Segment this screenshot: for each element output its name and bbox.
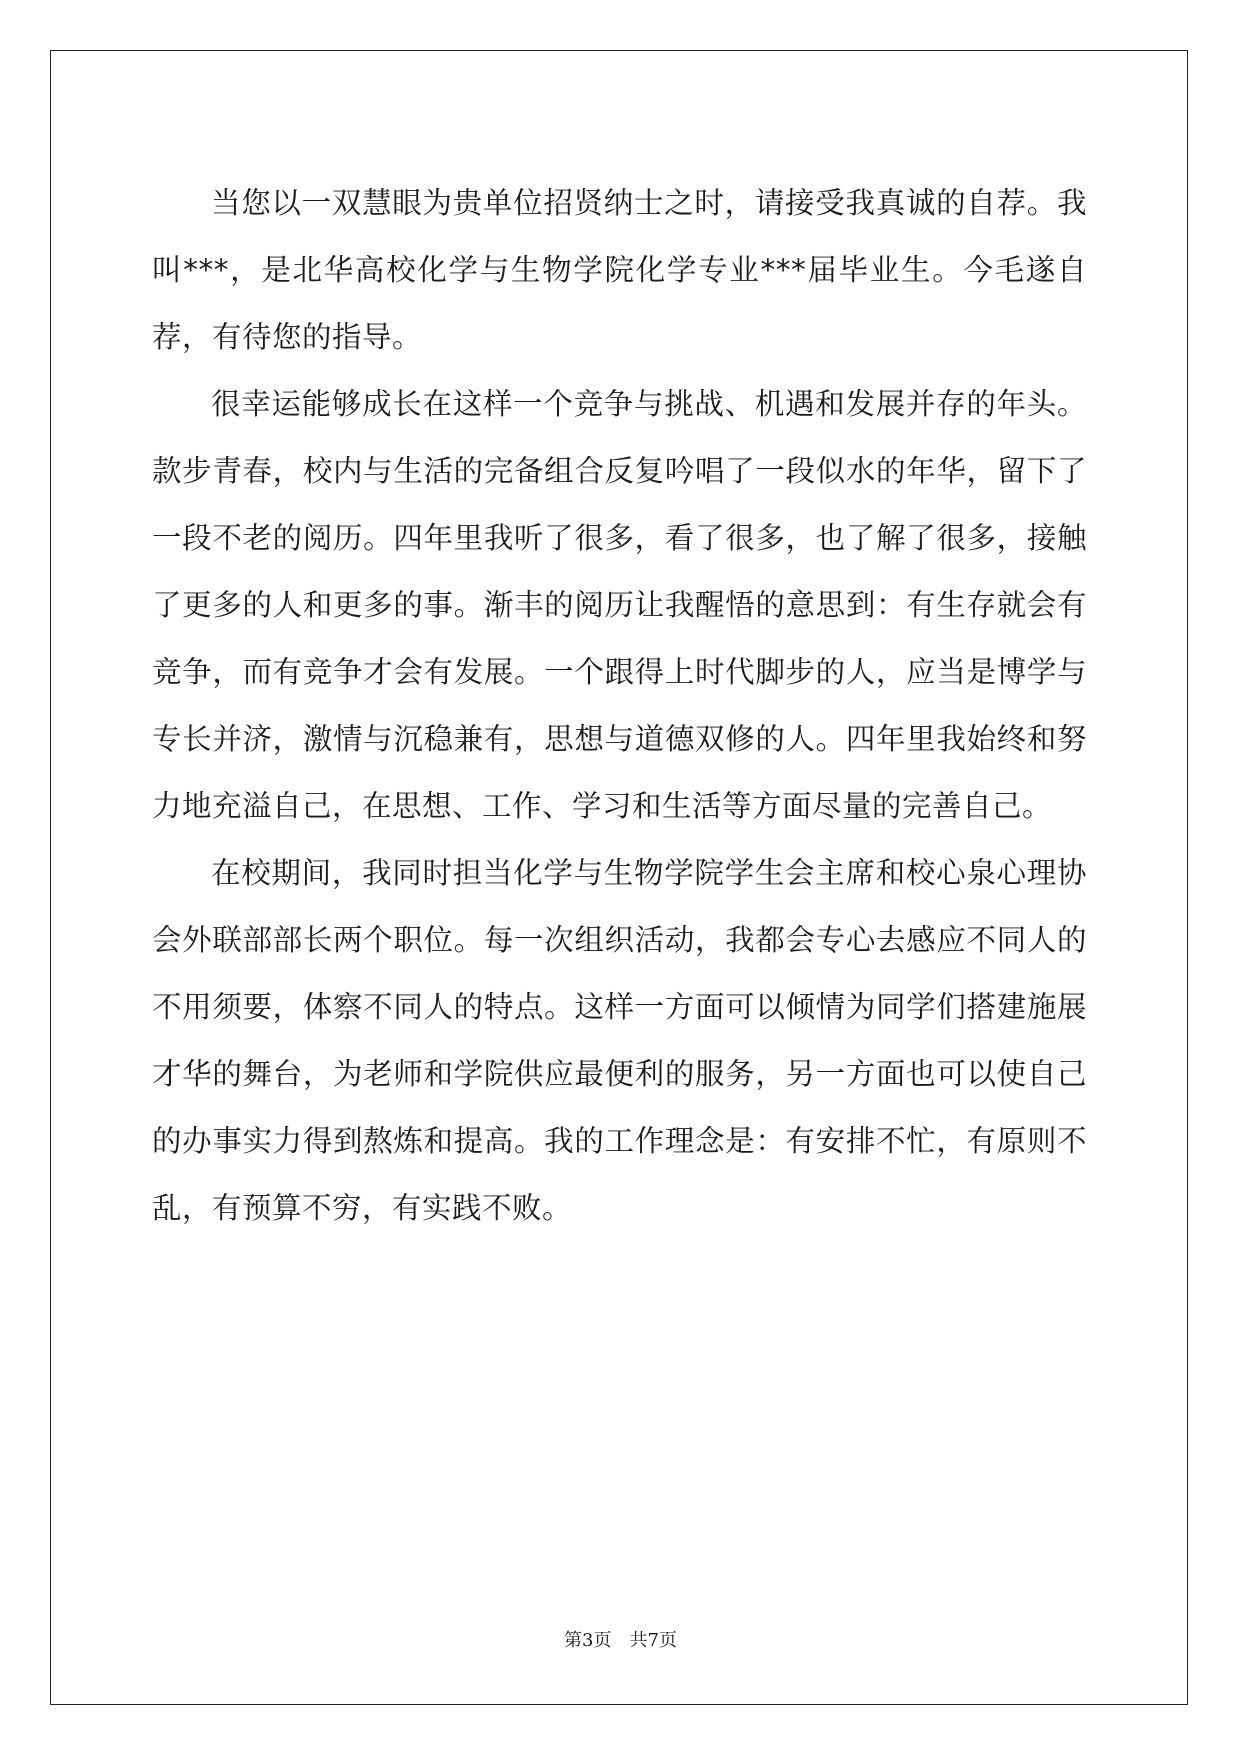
paragraph-2: 很幸运能够成长在这样一个竞争与挑战、机遇和发展并存的年头。款步青春，校内与生活的完备组合反复吟唱了一段似水的年华，留下了一段不老的阅历。四年里我听了很多，看了很多，也了解了很多，接触了更多的人和更多的事。渐丰的阅历让我醒悟的意思到：有生存就会有竞争，而有竞争才会有发展。一个跟得上时代脚步的人，应当是博学与专长并济，激情与沉稳兼有，思想与道德双修的人。四年里我始终和努力地充溢自己，在思想、工作、学习和生活等方面尽量的完善自己。 [152, 387, 1087, 823]
paragraph-3: 在校期间，我同时担当化学与生物学院学生会主席和校心泉心理协会外联部部长两个职位。每一次组织活动，我都会专心去感应不同人的不用须要，体察不同人的特点。这样一方面可以倾情为同学们搭建施展才华的舞台，为老师和学院供应最便利的服务，另一方面也可以使自己的办事实力得到熬炼和提高。我的工作理念是：有安排不忙，有原则不乱，有预算不穷，有实践不败。 [152, 856, 1087, 1225]
page-count: 共7页 [629, 1630, 677, 1651]
document-body [152, 170, 1087, 1242]
page-number: 第3页 [564, 1630, 612, 1651]
paragraph-1: 当您以一双慧眼为贵单位招贤纳士之时，请接受我真诚的自荐。我叫***，是北华高校化学与生物学院化学专业***届毕业生。今毛遂自荐，有待您的指导。 [152, 186, 1087, 354]
page-footer [0, 1626, 1241, 1652]
